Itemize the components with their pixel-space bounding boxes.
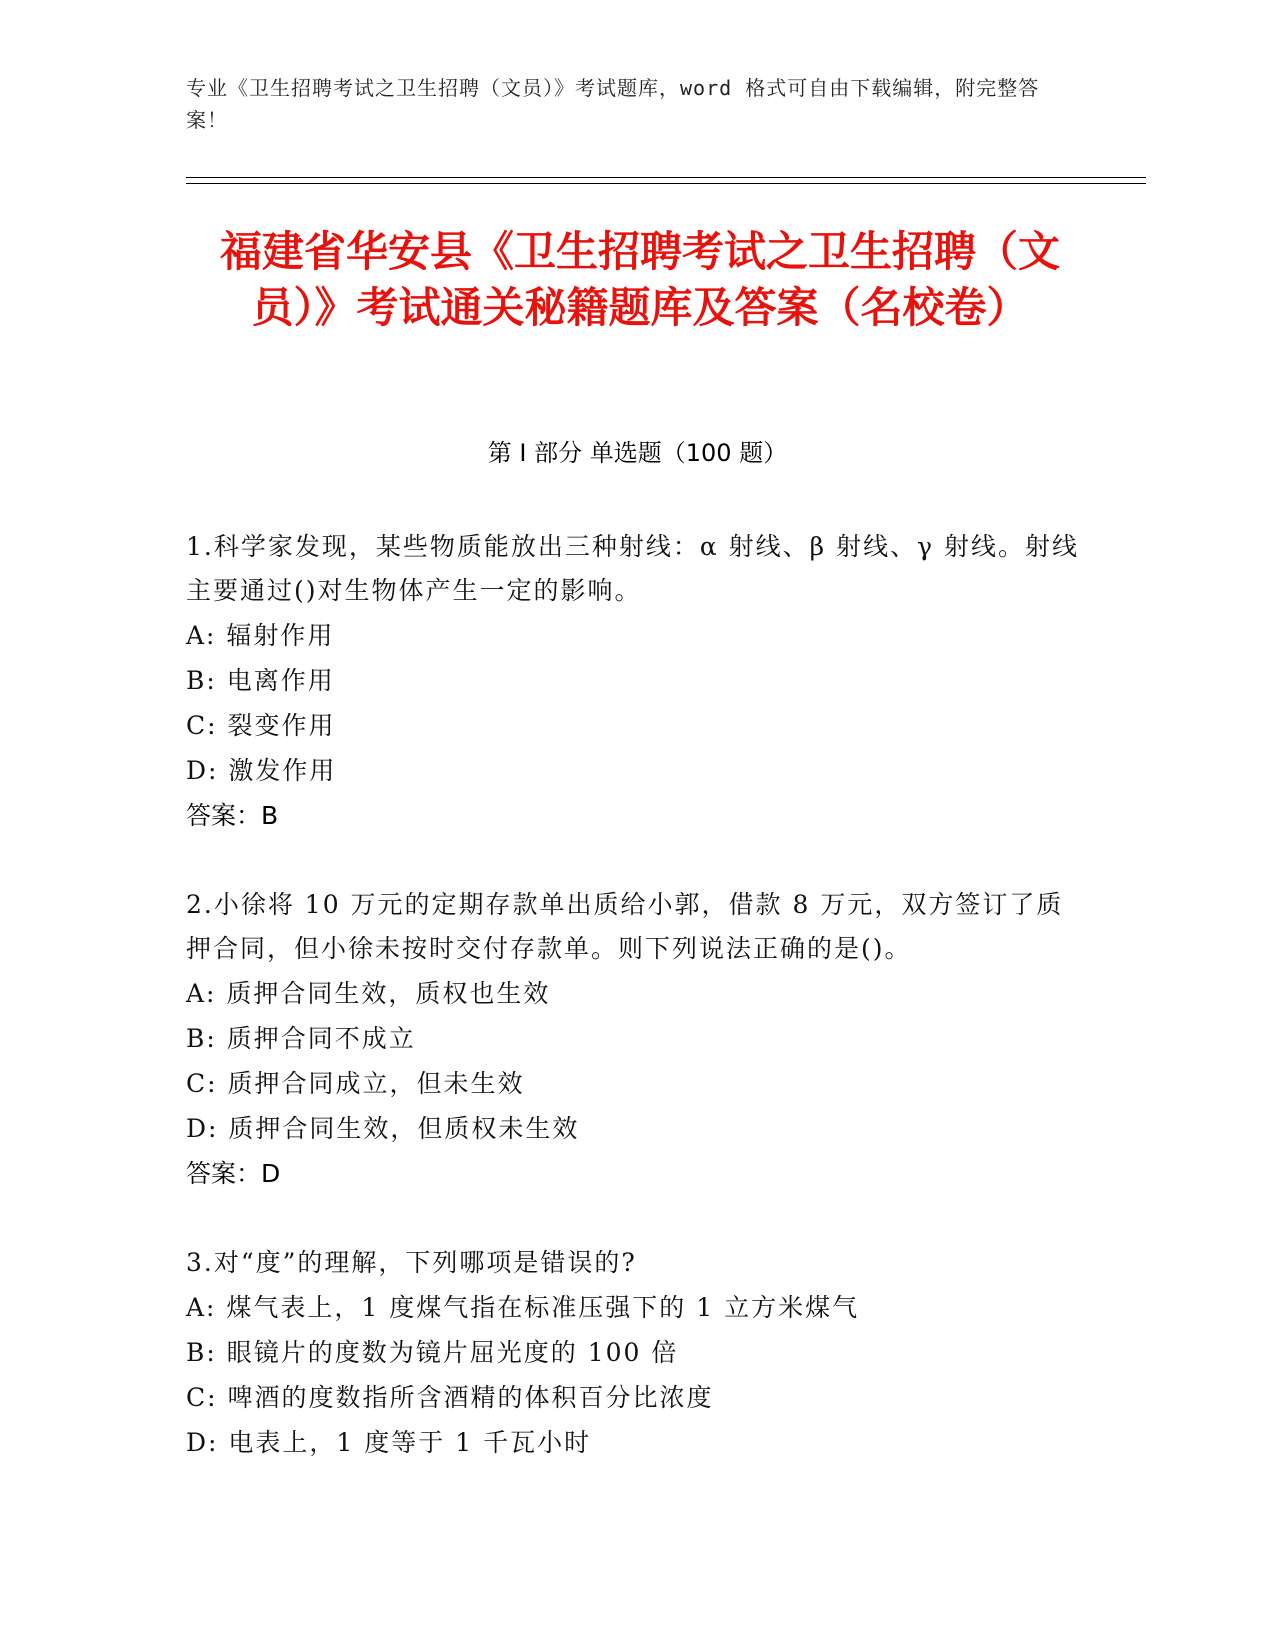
option-d: D: 电表上，1 度等于 1 千瓦小时	[186, 1428, 592, 1457]
option-c: C: 质押合同成立，但未生效	[186, 1069, 525, 1098]
option-d: D: 激发作用	[186, 756, 337, 785]
option-b: B: 质押合同不成立	[186, 1024, 416, 1053]
question-stem: 3.对“度”的理解，下列哪项是错误的?	[186, 1248, 637, 1277]
header-note: 专业《卫生招聘考试之卫生招聘（文员）》考试题库，word 格式可自由下载编辑，附完整答案！	[186, 76, 1040, 132]
question-stem: 2.小徐将 10 万元的定期存款单出质给小郭，借款 8 万元，双方签订了质押合同，但小徐未按时交付存款单。则下列说法正确的是()。	[186, 890, 1064, 963]
section-heading: 第 I 部分 单选题（100 题）	[487, 439, 788, 467]
question-2	[186, 883, 1086, 1197]
option-c: C: 裂变作用	[186, 711, 336, 740]
header-divider-bottom	[186, 183, 1146, 184]
answer-line: 答案：B	[186, 801, 279, 830]
question-list	[186, 525, 1086, 1509]
option-b: B: 电离作用	[186, 666, 335, 695]
answer-line: 答案：D	[186, 1159, 281, 1188]
document-title: 福建省华安县《卫生招聘考试之卫生招聘（文员）》考试通关秘籍题库及答案（名校卷）	[219, 227, 1060, 332]
header-divider-top	[186, 177, 1146, 178]
question-3	[186, 1241, 1086, 1465]
option-a: A: 质押合同生效，质权也生效	[186, 979, 551, 1008]
option-a: A: 辐射作用	[186, 621, 335, 650]
option-a: A: 煤气表上，1 度煤气指在标准压强下的 1 立方米煤气	[186, 1293, 860, 1322]
question-1	[186, 525, 1086, 839]
option-b: B: 眼镜片的度数为镜片屈光度的 100 倍	[186, 1338, 679, 1367]
option-d: D: 质押合同生效，但质权未生效	[186, 1114, 580, 1143]
question-stem: 1.科学家发现，某些物质能放出三种射线：α 射线、β 射线、γ 射线。射线主要通过()对生物体产生一定的影响。	[186, 532, 1079, 605]
option-c: C: 啤酒的度数指所含酒精的体积百分比浓度	[186, 1383, 714, 1412]
